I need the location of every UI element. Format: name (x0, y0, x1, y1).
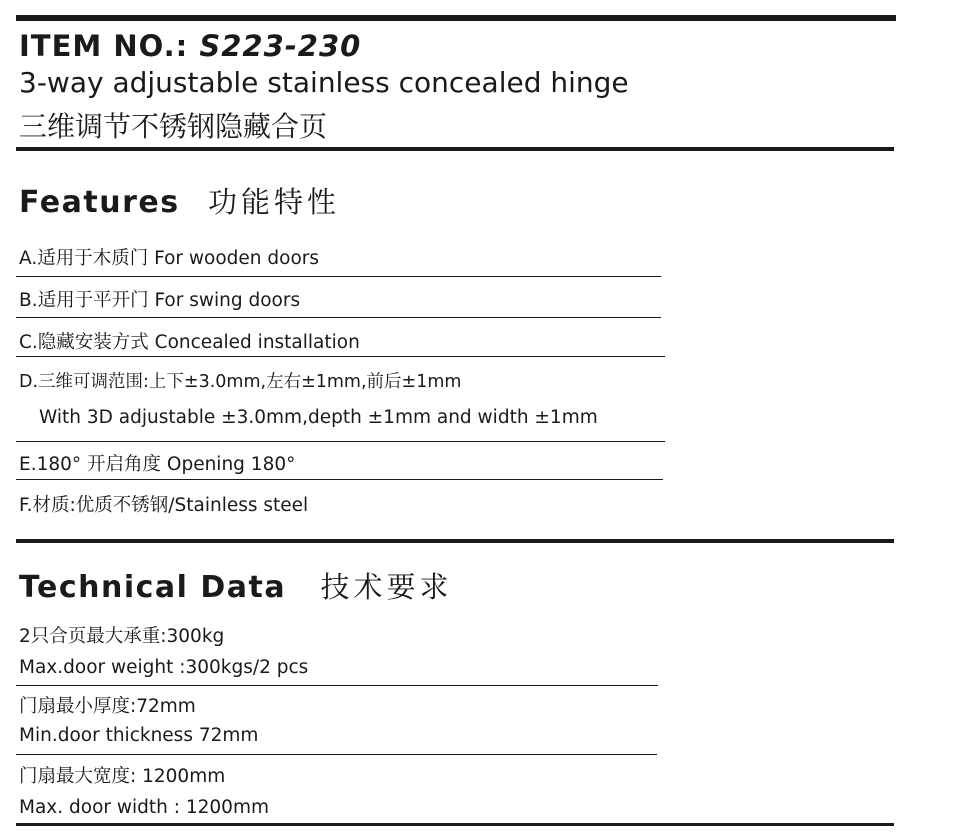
features-bottom-divider (16, 539, 894, 543)
item-number-value: S223-230 (199, 29, 362, 63)
feature-item-a: A.适用于木质门 For wooden doors (19, 248, 320, 269)
feature-item-d: D.三维可调范围:上下±3.0mm,左右±1mm,前后±1mm (19, 372, 462, 392)
product-title-en: 3-way adjustable stainless concealed hinge (19, 66, 629, 99)
technical-title-en: Technical Data (19, 570, 287, 605)
top-divider (16, 15, 896, 21)
feature-divider (16, 441, 665, 442)
item-number-heading (19, 29, 361, 63)
features-title-cn: 功能特性 (208, 185, 341, 219)
tech-item-weight-cn: 2只合页最大承重:300kg (19, 626, 225, 647)
feature-divider (16, 276, 661, 277)
feature-item-f: F.材质:优质不锈钢/Stainless steel (19, 495, 309, 516)
feature-divider (16, 479, 663, 480)
features-heading (19, 180, 340, 221)
feature-item-b: B.适用于平开门 For swing doors (19, 290, 301, 311)
product-title-cn: 三维调节不锈钢隐藏合页 (19, 110, 328, 143)
tech-item-width-en: Max. door width : 1200mm (19, 797, 269, 818)
tech-divider (16, 754, 657, 755)
item-number-label: ITEM NO.: (19, 29, 200, 63)
feature-divider (16, 356, 665, 357)
feature-item-d-en: With 3D adjustable ±3.0mm,depth ±1mm and width ±1mm (39, 407, 598, 428)
features-title-en: Features (19, 185, 180, 220)
tech-item-thickness-en: Min.door thickness 72mm (19, 725, 259, 746)
tech-item-thickness-cn: 门扇最小厚度:72mm (19, 696, 196, 717)
technical-heading (19, 565, 453, 606)
header-divider (16, 147, 894, 151)
tech-item-width-cn: 门扇最大宽度: 1200mm (19, 766, 226, 787)
tech-divider (16, 685, 658, 686)
tech-item-weight-en: Max.door weight :300kgs/2 pcs (19, 657, 309, 678)
feature-item-c: C.隐藏安装方式 Concealed installation (19, 332, 360, 353)
bottom-divider (16, 823, 894, 826)
feature-divider (16, 317, 661, 318)
technical-title-cn: 技术要求 (320, 570, 453, 604)
feature-item-e: E.180° 开启角度 Opening 180° (19, 454, 296, 475)
